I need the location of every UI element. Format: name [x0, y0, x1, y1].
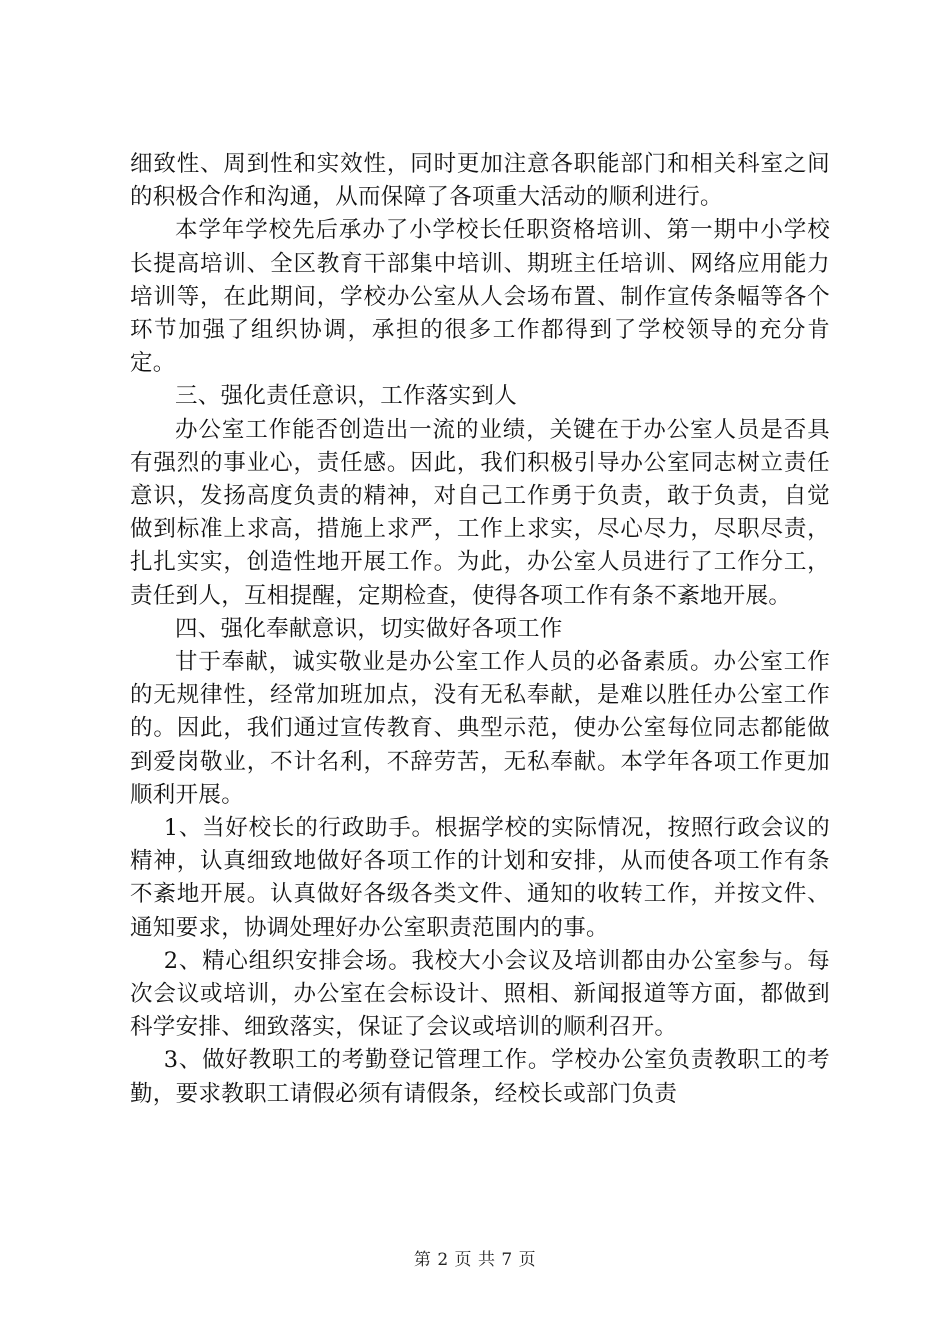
list-item-2: 2、精心组织安排会场。我校大小会议及培训都由办公室参与。每次会议或培训，办公室在会标设计、照相、新闻报道等方面，都做到科学安排、细致落实，保证了会议或培训的顺利召开。	[130, 947, 830, 1041]
paragraph-continuation: 细致性、周到性和实效性，同时更加注意各职能部门和相关科室之间的积极合作和沟通，从而保障了各项重大活动的顺利进行。	[130, 151, 830, 211]
paragraph-training-events: 本学年学校先后承办了小学校长任职资格培训、第一期中小学校长提高培训、全区教育干部集中培训、期班主任培训、网络应用能力培训等，在此期间，学校办公室从人会场布置、制作宣传条幅等各个环节加强了组织协调，承担的很多工作都得到了学校领导的充分肯定。	[130, 217, 830, 377]
list-item-3: 3、做好教职工的考勤登记管理工作。学校办公室负责教职工的考勤，要求教职工请假必须有请假条，经校长或部门负责	[130, 1047, 830, 1107]
paragraph-dedication: 甘于奉献，诚实敬业是办公室工作人员的必备素质。办公室工作的无规律性，经常加班加点，没有无私奉献，是难以胜任办公室工作的。因此，我们通过宣传教育、典型示范，使办公室每位同志都能做到爱岗敬业，不计名利，不辞劳苦，无私奉献。本学年各项工作更加顺利开展。	[130, 649, 830, 808]
document-body	[130, 148, 830, 1111]
page-number-footer: 第 2 页 共 7 页	[413, 1250, 537, 1270]
paragraph-responsibility: 办公室工作能否创造出一流的业绩，关键在于办公室人员是否具有强烈的事业心，责任感。因此，我们积极引导办公室同志树立责任意识，发扬高度负责的精神，对自己工作勇于负责，敢于负责，自觉做到标准上求高，措施上求严，工作上求实，尽心尽力，尽职尽责，扎扎实实，创造性地开展工作。为此，办公室人员进行了工作分工，责任到人，互相提醒，定期检查，使得各项工作有条不紊地开展。	[130, 416, 830, 609]
section-heading-4: 四、强化奉献意识，切实做好各项工作	[175, 615, 563, 642]
list-item-1: 1、当好校长的行政助手。根据学校的实际情况，按照行政会议的精神，认真细致地做好各项工作的计划和安排，从而使各项工作有条不紊地开展。认真做好各级各类文件、通知的收转工作，并按文件、通知要求，协调处理好办公室职责范围内的事。	[130, 815, 830, 941]
section-heading-3: 三、强化责任意识，工作落实到人	[175, 383, 518, 410]
